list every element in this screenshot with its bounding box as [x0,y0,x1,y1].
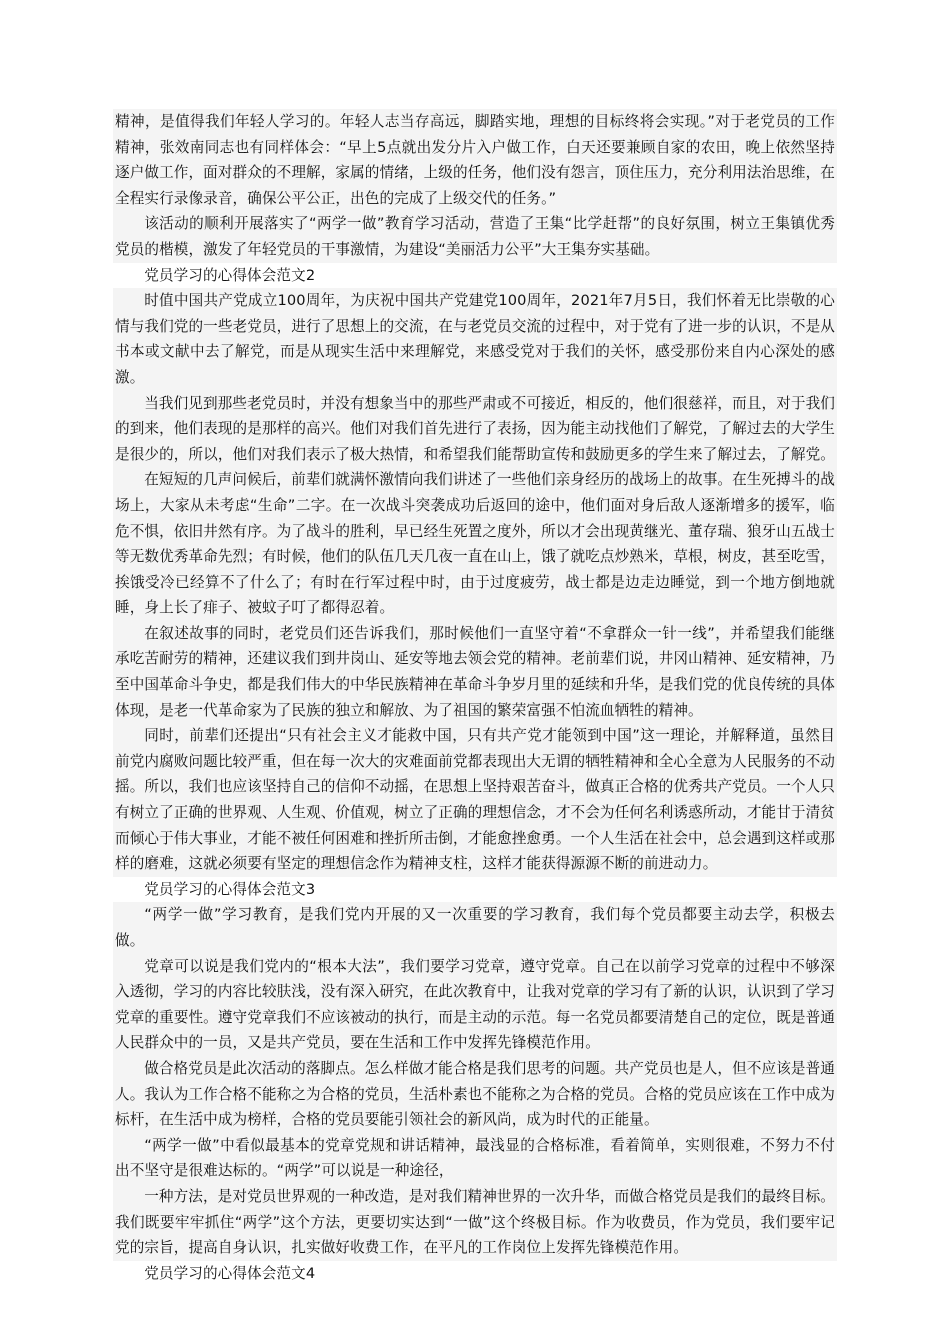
paragraph: 在叙述故事的同时，老党员们还告诉我们，那时候他们一直坚守着“不拿群众一针一线”，并希望我们能继承吃苦耐劳的精神，还建议我们到井岗山、延安等地去领会党的精神。老前辈们说，井冈山精神、延安精神，乃至中国革命斗争史，都是我们伟大的中华民族精神在革命斗争岁月里的延续和升华，是我们党的优良传统的具体体现，是老一代革命家为了民族的独立和解放、为了祖国的繁荣富强不怕流血牺牲的精神。 [113,621,837,723]
paragraph: “两学一做”中看似最基本的党章党规和讲话精神，最浅显的合格标准，看着简单，实则很难，不努力不付出不坚守是很难达标的。“两学”可以说是一种途径， [113,1133,837,1184]
paragraph: 精神，是值得我们年轻人学习的。年轻人志当存高远，脚踏实地，理想的目标终将会实现。”对于老党员的工作精神，张效南同志也有同样体会：“早上5点就出发分片入户做工作，白天还要兼顾自家的农田，晚上依然坚持逐户做工作，面对群众的不理解，家属的情绪，上级的任务，他们没有怨言，顶住压力，充分利用法治思维，在全程实行录像录音，确保公平公正，出色的完成了上级交代的任务。” [113,109,837,211]
paragraph: 在短短的几声问候后，前辈们就满怀激情向我们讲述了一些他们亲身经历的战场上的故事。在生死搏斗的战场上，大家从未考虑“生命”二字。在一次战斗突袭成功后返回的途中，他们面对身后敌人逐渐增多的援军，临危不惧，依旧井然有序。为了战斗的胜利，早已经生死置之度外，所以才会出现黄继光、董存瑞、狼牙山五战士等无数优秀革命先烈；有时候，他们的队伍几天几夜一直在山上，饿了就吃点炒熟米，草根，树皮，甚至吃雪，挨饿受冷已经算不了什么了；有时在行军过程中时，由于过度疲劳，战士都是边走边睡觉，到一个地方倒地就睡，身上长了痱子、被蚊子叮了都得忍着。 [113,467,837,621]
paragraph: 同时，前辈们还提出“只有社会主义才能救中国，只有共产党才能领到中国”这一理论，并解释道，虽然目前党内腐败问题比较严重，但在每一次大的灾难面前党都表现出大无谓的牺牲精神和全心全意为人民服务的不动摇。所以，我们也应该坚持自己的信仰不动摇，在思想上坚持艰苦奋斗，做真正合格的优秀共产党员。一个人只有树立了正确的世界观、人生观、价值观，树立了正确的理想信念，才不会为任何名利诱惑所动，才能甘于清贫而倾心于伟大事业，才能不被任何困难和挫折所击倒，才能愈挫愈勇。一个人生活在社会中，总会遇到这样或那样的磨难，这就必须要有坚定的理想信念作为精神支柱，这样才能获得源源不断的前进动力。 [113,723,837,877]
paragraph: 党章可以说是我们党内的“根本大法”，我们要学习党章，遵守党章。自己在以前学习党章的过程中不够深入透彻，学习的内容比较肤浅，没有深入研究，在此次教育中，让我对党章的学习有了新的认识，认识到了学习党章的重要性。遵守党章我们不应该被动的执行，而是主动的示范。每一名党员都要清楚自己的定位，既是普通人民群众中的一员，又是共产党员，要在生活和工作中发挥先锋模范作用。 [113,954,837,1056]
document-page [113,109,837,1286]
paragraph: “两学一做”学习教育，是我们党内开展的又一次重要的学习教育，我们每个党员都要主动去学，积极去做。 [113,902,837,953]
paragraph: 时值中国共产党成立100周年，为庆祝中国共产党建党100周年，2021年7月5日，我们怀着无比崇敬的心情与我们党的一些老党员，进行了思想上的交流，在与老党员交流的过程中，对于党有了进一步的认识，不是从书本或文献中去了解党，而是从现实生活中来理解党，来感受党对于我们的关怀，感受那份来自内心深处的感激。 [113,288,837,390]
section-heading: 党员学习的心得体会范文4 [144,1264,316,1282]
paragraph: 当我们见到那些老党员时，并没有想象当中的那些严肃或不可接近，相反的，他们很慈祥，而且，对于我们的到来，他们表现的是那样的高兴。他们对我们首先进行了表扬，因为能主动找他们了解党，了解过去的大学生是很少的，所以，他们对我们表示了极大热情，和希望我们能帮助宣传和鼓励更多的学生来了解过去，了解党。 [113,391,837,468]
paragraph: 做合格党员是此次活动的落脚点。怎么样做才能合格是我们思考的问题。共产党员也是人，但不应该是普通人。我认为工作合格不能称之为合格的党员，生活朴素也不能称之为合格的党员。合格的党员应该在工作中成为标杆，在生活中成为榜样，合格的党员要能引领社会的新风尚，成为时代的正能量。 [113,1056,837,1133]
paragraph: 一种方法，是对党员世界观的一种改造，是对我们精神世界的一次升华，而做合格党员是我们的最终目标。我们既要牢牢抓住“两学”这个方法，更要切实达到“一做”这个终极目标。作为收费员，作为党员，我们要牢记党的宗旨，提高自身认识，扎实做好收费工作，在平凡的工作岗位上发挥先锋模范作用。 [113,1184,837,1261]
section-heading: 党员学习的心得体会范文3 [144,880,316,898]
paragraph: 该活动的顺利开展落实了“两学一做”教育学习活动，营造了王集“比学赶帮”的良好氛围，树立王集镇优秀党员的楷模，激发了年轻党员的干事激情，为建设“美丽活力公平”大王集夯实基础。 [113,211,837,262]
section-heading: 党员学习的心得体会范文2 [144,266,316,284]
